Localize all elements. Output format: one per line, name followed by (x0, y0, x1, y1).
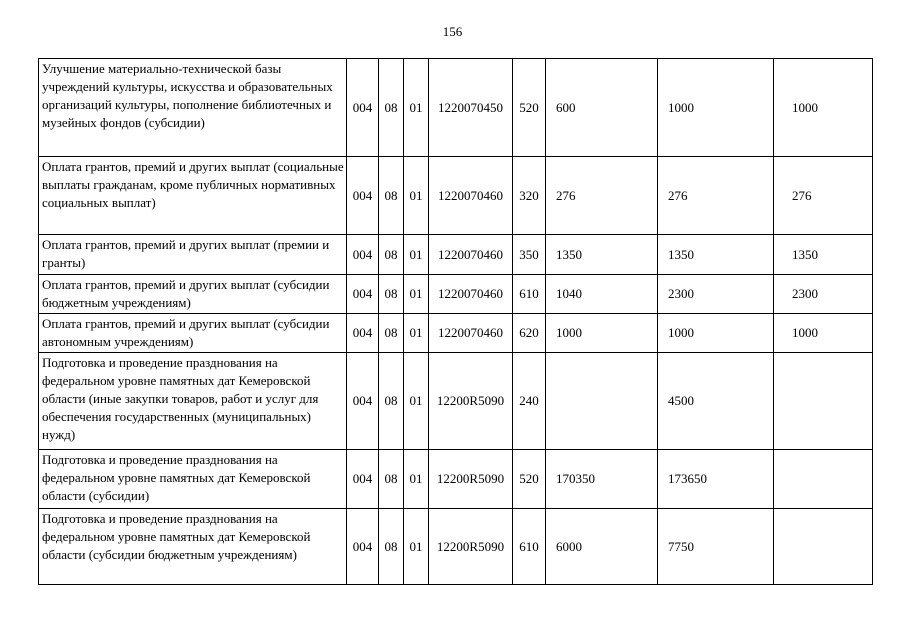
subsection-code-cell: 01 (404, 59, 429, 157)
expense-type-cell: 620 (513, 314, 546, 353)
ministry-code-cell: 004 (347, 353, 379, 450)
amount-year-2-cell: 1000 (658, 59, 774, 157)
ministry-code-cell: 004 (347, 314, 379, 353)
section-code-cell: 08 (379, 59, 404, 157)
expense-type-cell: 320 (513, 157, 546, 235)
subsection-code-cell: 01 (404, 353, 429, 450)
expense-type-cell: 350 (513, 235, 546, 275)
section-code-cell: 08 (379, 235, 404, 275)
ministry-code-cell: 004 (347, 509, 379, 585)
section-code-cell: 08 (379, 353, 404, 450)
row-name-cell: Оплата грантов, премий и других выплат (социальные выплаты гражданам, кроме публичных нормативных социальных выплат) (39, 157, 347, 235)
amount-year-3-cell (774, 509, 873, 585)
table-row (39, 59, 873, 157)
amount-year-1-cell: 600 (546, 59, 658, 157)
table-row (39, 157, 873, 235)
row-name-cell: Улучшение материально-технической базы учреждений культуры, искусства и образовательных организаций культуры, пополнение библиотечных и музейных фондов (субсидии) (39, 59, 347, 157)
budget-table-body (39, 59, 873, 585)
expense-type-cell: 610 (513, 509, 546, 585)
amount-year-3-cell: 1350 (774, 235, 873, 275)
expense-type-cell: 610 (513, 275, 546, 314)
amount-year-1-cell: 276 (546, 157, 658, 235)
amount-year-2-cell: 7750 (658, 509, 774, 585)
amount-year-2-cell: 276 (658, 157, 774, 235)
amount-year-2-cell: 1000 (658, 314, 774, 353)
subsection-code-cell: 01 (404, 275, 429, 314)
subsection-code-cell: 01 (404, 157, 429, 235)
ministry-code-cell: 004 (347, 235, 379, 275)
target-article-cell: 1220070460 (429, 235, 513, 275)
subsection-code-cell: 01 (404, 450, 429, 509)
table-row (39, 314, 873, 353)
amount-year-3-cell (774, 353, 873, 450)
amount-year-1-cell (546, 353, 658, 450)
target-article-cell: 12200R5090 (429, 450, 513, 509)
amount-year-1-cell: 1350 (546, 235, 658, 275)
amount-year-3-cell: 1000 (774, 314, 873, 353)
target-article-cell: 1220070460 (429, 314, 513, 353)
table-row (39, 353, 873, 450)
row-name-cell: Оплата грантов, премий и других выплат (субсидии автономным учреждениям) (39, 314, 347, 353)
amount-year-3-cell (774, 450, 873, 509)
amount-year-1-cell: 1040 (546, 275, 658, 314)
amount-year-1-cell: 6000 (546, 509, 658, 585)
amount-year-2-cell: 4500 (658, 353, 774, 450)
amount-year-3-cell: 276 (774, 157, 873, 235)
target-article-cell: 1220070460 (429, 275, 513, 314)
table-row (39, 275, 873, 314)
target-article-cell: 1220070450 (429, 59, 513, 157)
section-code-cell: 08 (379, 157, 404, 235)
ministry-code-cell: 004 (347, 59, 379, 157)
amount-year-2-cell: 1350 (658, 235, 774, 275)
ministry-code-cell: 004 (347, 275, 379, 314)
expense-type-cell: 520 (513, 59, 546, 157)
budget-table (38, 58, 873, 585)
subsection-code-cell: 01 (404, 235, 429, 275)
table-row (39, 235, 873, 275)
section-code-cell: 08 (379, 275, 404, 314)
amount-year-2-cell: 173650 (658, 450, 774, 509)
target-article-cell: 12200R5090 (429, 509, 513, 585)
page-number: 156 (442, 24, 463, 39)
target-article-cell: 1220070460 (429, 157, 513, 235)
ministry-code-cell: 004 (347, 450, 379, 509)
row-name-cell: Подготовка и проведение празднования на федеральном уровне памятных дат Кемеровской области (иные закупки товаров, работ и услуг для обеспечения государственных (муниципальных) нужд) (39, 353, 347, 450)
row-name-cell: Подготовка и проведение празднования на федеральном уровне памятных дат Кемеровской области (субсидии бюджетным учреждениям) (39, 509, 347, 585)
section-code-cell: 08 (379, 314, 404, 353)
subsection-code-cell: 01 (404, 314, 429, 353)
row-name-cell: Подготовка и проведение празднования на федеральном уровне памятных дат Кемеровской области (субсидии) (39, 450, 347, 509)
table-row (39, 509, 873, 585)
target-article-cell: 12200R5090 (429, 353, 513, 450)
amount-year-1-cell: 1000 (546, 314, 658, 353)
table-row (39, 450, 873, 509)
section-code-cell: 08 (379, 450, 404, 509)
expense-type-cell: 520 (513, 450, 546, 509)
expense-type-cell: 240 (513, 353, 546, 450)
subsection-code-cell: 01 (404, 509, 429, 585)
row-name-cell: Оплата грантов, премий и других выплат (субсидии бюджетным учреждениям) (39, 275, 347, 314)
section-code-cell: 08 (379, 509, 404, 585)
amount-year-3-cell: 2300 (774, 275, 873, 314)
amount-year-1-cell: 170350 (546, 450, 658, 509)
row-name-cell: Оплата грантов, премий и других выплат (премии и гранты) (39, 235, 347, 275)
amount-year-3-cell: 1000 (774, 59, 873, 157)
amount-year-2-cell: 2300 (658, 275, 774, 314)
ministry-code-cell: 004 (347, 157, 379, 235)
